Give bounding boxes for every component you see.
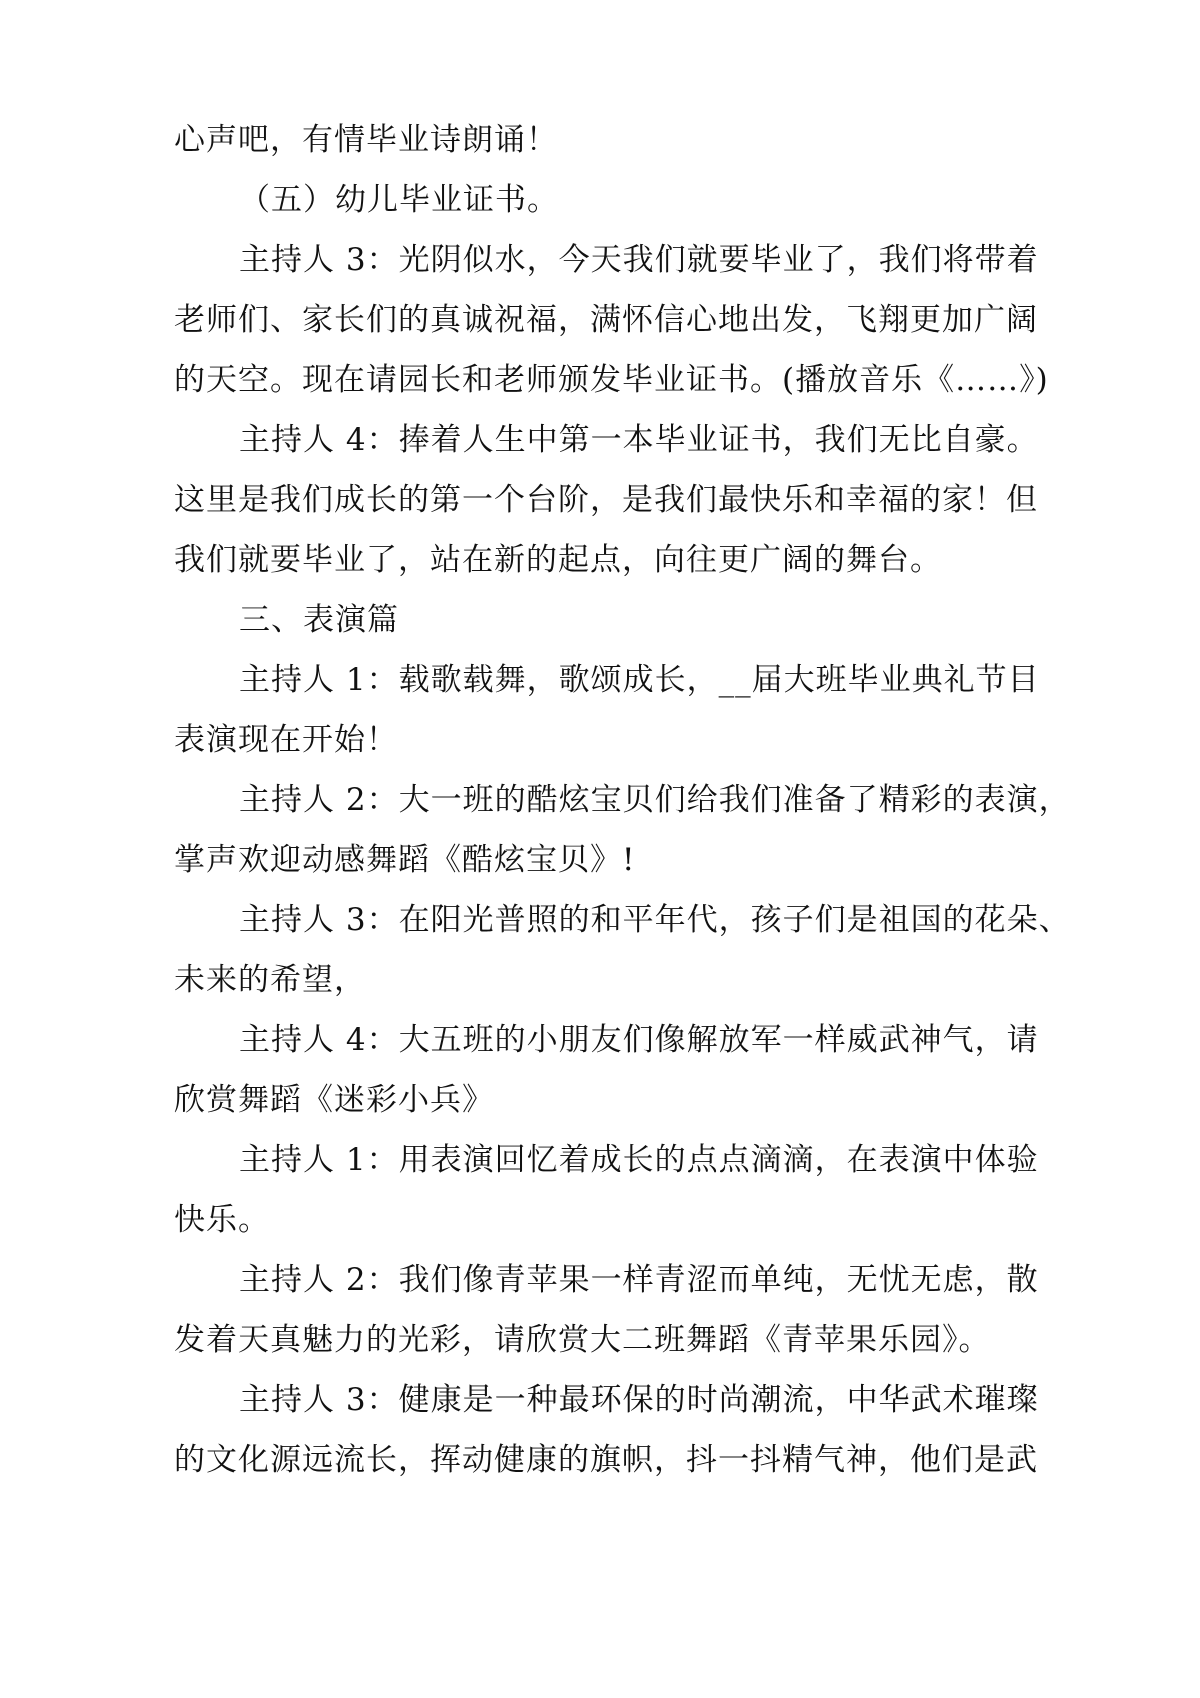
section-heading: 三、表演篇 [239, 602, 399, 638]
text-line: 表演现在开始！ [174, 722, 398, 758]
text-line: 心声吧，有情毕业诗朗诵！ [174, 122, 558, 158]
text-line: 快乐。 [174, 1202, 270, 1238]
text-line: 主持人 1：用表演回忆着成长的点点滴滴，在表演中体验 [239, 1142, 1039, 1178]
text-line: 主持人 2：大一班的酷炫宝贝们给我们准备了精彩的表演， [239, 782, 1071, 818]
text-line: 的文化源远流长，挥动健康的旗帜，抖一抖精气神，他们是武 [174, 1442, 1038, 1478]
text-line: 掌声欢迎动感舞蹈《酷炫宝贝》! [174, 842, 636, 878]
text-line: 这里是我们成长的第一个台阶，是我们最快乐和幸福的家！但 [174, 482, 1038, 518]
text-line: 主持人 4：捧着人生中第一本毕业证书，我们无比自豪。 [239, 422, 1039, 458]
section-heading: （五）幼儿毕业证书。 [239, 182, 559, 218]
text-line: 主持人 2：我们像青苹果一样青涩而单纯，无忧无虑，散 [239, 1262, 1039, 1298]
text-line: 主持人 4：大五班的小朋友们像解放军一样威武神气，请 [239, 1022, 1039, 1058]
text-line: 的天空。现在请园长和老师颁发毕业证书。(播放音乐《……》) [174, 362, 1049, 398]
text-line: 未来的希望， [174, 962, 366, 998]
text-line: 主持人 1：载歌载舞，歌颂成长，__届大班毕业典礼节目 [239, 662, 1040, 698]
text-line: 欣赏舞蹈《迷彩小兵》 [174, 1082, 494, 1118]
text-line: 主持人 3：健康是一种最环保的时尚潮流，中华武术璀璨 [239, 1382, 1039, 1418]
text-line: 老师们、家长们的真诚祝福，满怀信心地出发，飞翔更加广阔 [174, 302, 1038, 338]
text-line: 发着天真魅力的光彩，请欣赏大二班舞蹈《青苹果乐园》。 [174, 1322, 991, 1358]
text-line: 我们就要毕业了，站在新的起点，向往更广阔的舞台。 [174, 542, 942, 578]
text-line: 主持人 3：在阳光普照的和平年代，孩子们是祖国的花朵、 [239, 902, 1071, 938]
text-line: 主持人 3：光阴似水，今天我们就要毕业了，我们将带着 [239, 242, 1039, 278]
